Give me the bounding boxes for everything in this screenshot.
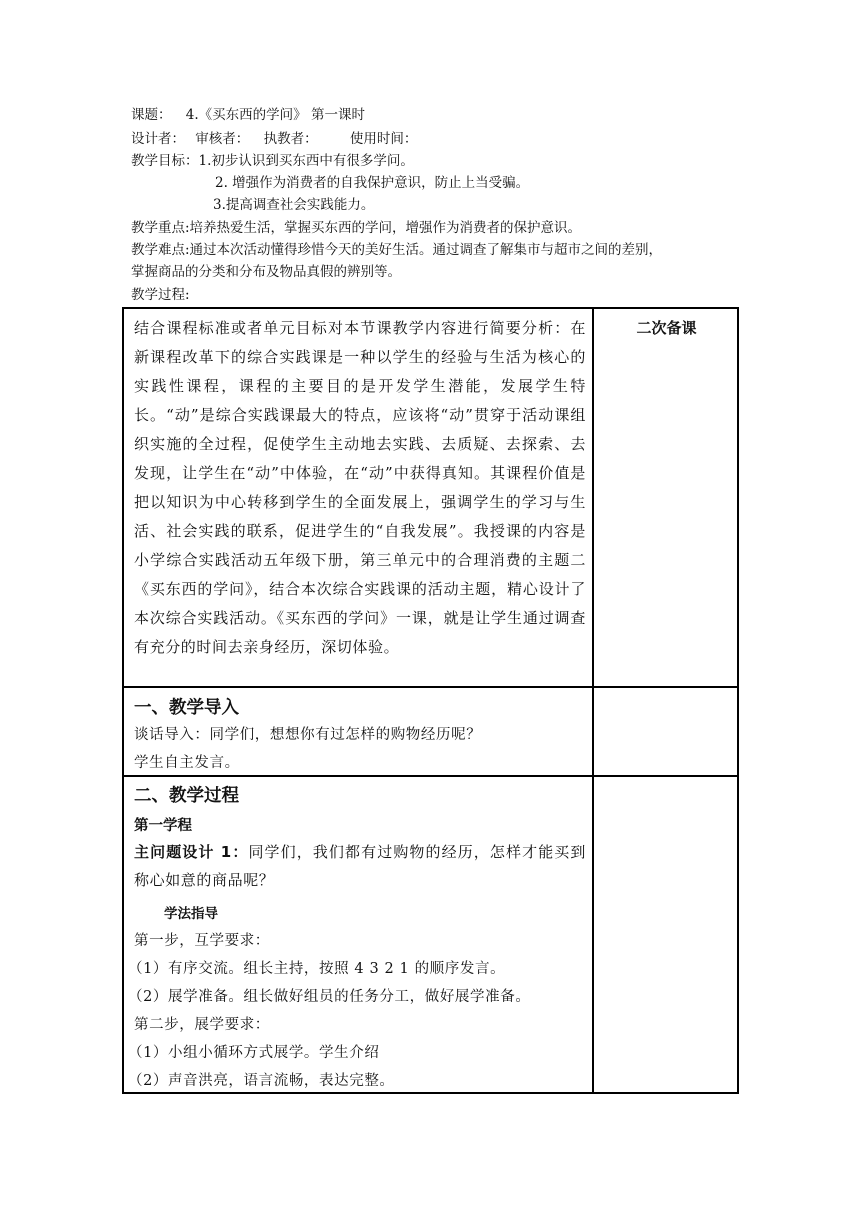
section-1-line-1: 谈话导入：同学们，想想你有过怎样的购物经历呢？ [134, 727, 482, 743]
intro-analysis: 结合课程标准或者单元目标对本节课教学内容进行简要分析：在新课程改革下的综合实践课是一种以学生的经验与生活为核心的实践性课程，课程的主要目的是开发学生潜能，发展学生特长。“动”是综合实践课最大的特点，应该将“动”贯穿于活动课组织实施的全过程，促使学生主动地去实践、去质疑、去探索、去发现，让学生在“动”中体验，在“动”中获得真知。其课程价值是把以知识为中心转移到学生的全面发展上，强调学生的学习与生活、社会实践的联系，促进学生的“自我发展”。我授课的内容是小学综合实践活动五年级下册，第三单元中的合理消费的主题二《买东西的学问》，结合本次综合实践课的活动主题，精心设计了本次综合实践活动。《买东西的学问》一课，就是让学生通过调查有充分的时间去亲身经历，深切体验。 [134, 319, 586, 656]
teaching-difficulty-2: 掌握商品的分类和分布及物品真假的辨别等。 [131, 264, 401, 280]
step-2-b: （2）声音洪亮，语言流畅，表达完整。 [128, 1073, 395, 1089]
column-divider [592, 309, 594, 1092]
question-label: 主问题设计 1： [134, 843, 249, 861]
step-1-a: （1）有序交流。组长主持，按照 4 3 2 1 的顺序发言。 [128, 961, 506, 977]
stage-title: 第一学程 [134, 818, 192, 834]
step-1-b: （2）展学准备。组长做好组员的任务分工，做好展学准备。 [128, 989, 531, 1005]
row-divider-1 [124, 686, 737, 688]
method-guide-title: 学法指导 [164, 906, 218, 922]
goal-label: 教学目标： [131, 153, 199, 169]
step-2: 第二步，展学要求： [134, 1017, 270, 1033]
step-1: 第一步，互学要求： [134, 933, 270, 949]
use-time-label: 使用时间： [349, 131, 418, 147]
question-text: 同学们，我们都有过购物的经历，怎样才能买到称心如意的商品呢？ [134, 843, 586, 889]
goal-item-1: 1.初步认识到买东西中有很多学问。 [198, 153, 414, 169]
main-question [134, 838, 586, 894]
goal-item-2: 2. 增强作为消费者的自我保护意识，防止上当受骗。 [215, 175, 530, 191]
section-1-title: 一、教学导入 [134, 698, 239, 718]
topic-line [131, 105, 365, 125]
goal-line-1 [131, 151, 414, 171]
topic-label: 课题： [131, 107, 172, 123]
step-2-a: （1）小组小循环方式展学。学生介绍 [128, 1045, 380, 1061]
staff-line [131, 129, 417, 149]
teaching-process-label: 教学过程: [131, 287, 190, 303]
topic-value: 4.《买东西的学问》 第一课时 [185, 107, 365, 123]
designer-label: 设计者： [131, 131, 185, 147]
goal-item-3: 3.提高调查社会实践能力。 [213, 197, 375, 213]
reviewer-label: 审核者： [195, 131, 250, 147]
teaching-difficulty-1: 教学难点:通过本次活动懂得珍惜今天的美好生活。通过调查了解集市与超市之间的差别， [131, 242, 663, 258]
second-prep-heading: 二次备课 [636, 319, 697, 337]
row-divider-2 [124, 775, 737, 777]
section-1-line-2: 学生自主发言。 [134, 755, 240, 771]
lesson-table [122, 307, 739, 1094]
teaching-focus: 教学重点:培养热爱生活，掌握买东西的学问，增强作为消费者的保护意识。 [131, 220, 582, 236]
section-2-title: 二、教学过程 [134, 786, 239, 806]
teacher-label: 执教者： [263, 131, 318, 147]
